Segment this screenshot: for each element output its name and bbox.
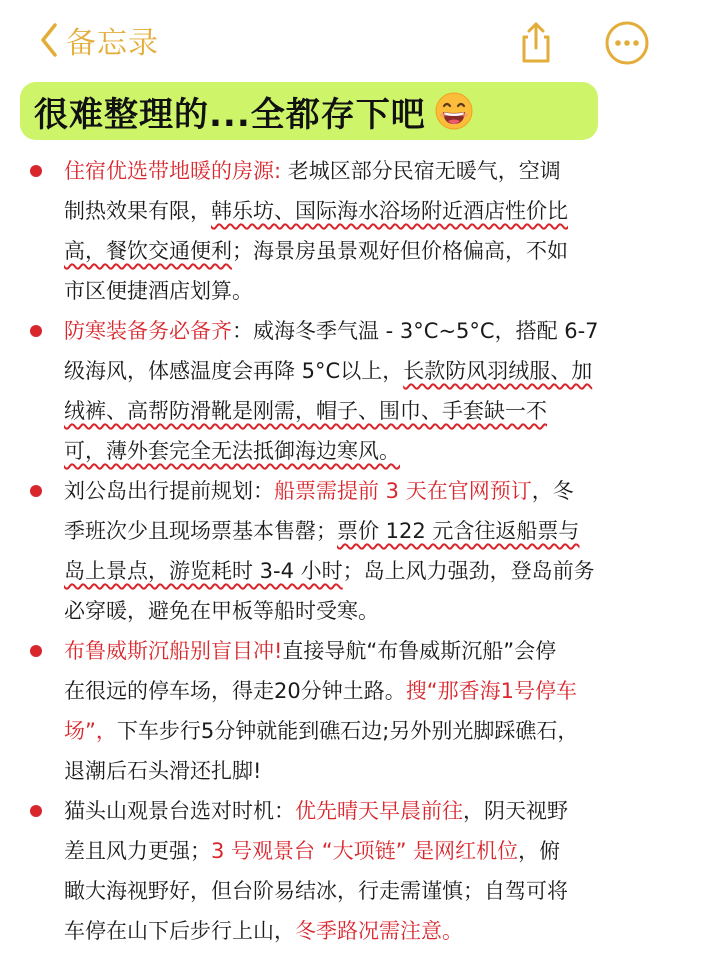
bullet-dot-icon [30, 805, 42, 817]
list-item-line [64, 430, 704, 472]
body-text: ，俯 [518, 839, 561, 863]
body-text: 必穿暖，避免在甲板等船时受寒。 [64, 599, 379, 623]
body-text: 车停在山下后步行上山， [64, 919, 295, 943]
highlighted-text: 冬季路况需注意。 [295, 919, 463, 943]
list-item-line [64, 470, 704, 512]
highlighted-text: 船票需提前 3 天在官网预订 [274, 479, 532, 503]
back-button-label: 备忘录 [66, 26, 159, 61]
list-item-line [64, 190, 704, 232]
list-item-line [64, 790, 704, 832]
underlined-text: 绒裤、高帮防滑靴是刚需，帽子、围巾、手套缺一不 [64, 399, 547, 423]
note-title-text: 很难整理的...全都存下吧 [34, 94, 426, 135]
more-icon [604, 20, 650, 66]
underlined-text: 高，餐饮交通便利 [64, 239, 232, 263]
underlined-text: 可，薄外套完全无法抵御海边寒风。 [64, 439, 400, 463]
body-text: ；岛上风力强劲，登岛前务 [342, 559, 595, 583]
chevron-left-icon [40, 23, 58, 57]
list-item-line [64, 510, 704, 552]
list-item-line [64, 390, 704, 432]
body-text: 下车步行5分钟就能到礁石边;另外别光脚踩礁石， [116, 719, 579, 743]
highlighted-text: 搜“那香海1号停车 [405, 679, 577, 703]
body-text: 瞰大海视野好，但台阶易结冰，行走需谨慎；自驾可将 [64, 879, 568, 903]
body-text: 级海风，体感温度会再降 5°C以上， [64, 359, 404, 383]
body-text: 退潮后石头滑还扎脚! [64, 759, 262, 783]
bullet-dot-icon [30, 645, 42, 657]
underlined-text: 长款防风羽绒服、加 [403, 359, 593, 383]
list-item-line [64, 630, 704, 672]
body-text: ：威海冬季气温 - 3°C~5°C，搭配 6-7 [232, 319, 599, 343]
underlined-text: 岛上景点，游览耗时 3-4 小时 [64, 559, 343, 583]
list-item-line [64, 350, 704, 392]
list-item-line [64, 710, 704, 752]
highlighted-text: 优先晴天早晨前往 [295, 799, 463, 823]
body-text: 猫头山观景台选对时机： [64, 799, 295, 823]
list-item-line [64, 590, 704, 632]
body-text: ，冬 [531, 479, 574, 503]
list-item-line [64, 550, 704, 592]
share-button[interactable] [514, 20, 558, 64]
navigation-bar [0, 0, 720, 80]
highlighted-text: 布鲁威斯沉船别盲目冲! [64, 639, 283, 663]
list-item-line [64, 910, 704, 952]
body-text: ；海景房虽景观好但价格偏高，不如 [232, 239, 568, 263]
highlighted-text: 住宿优选带地暖的房源: [64, 159, 282, 183]
body-text: 在很远的停车场，得走20分钟土路。 [64, 679, 406, 703]
more-button[interactable] [604, 20, 650, 66]
body-text: 市区便捷酒店划算。 [64, 279, 253, 303]
list-item-line [64, 310, 704, 352]
grinning-face-emoji-icon [434, 91, 474, 131]
highlighted-text: 防寒装备务必备齐 [64, 319, 232, 343]
body-text: 季班次少且现场票基本售罄； [64, 519, 337, 543]
underlined-text: 票价 122 元含往返船票与 [337, 519, 580, 543]
list-item-line [64, 670, 704, 712]
bullet-dot-icon [30, 485, 42, 497]
highlighted-text: 场”， [64, 719, 117, 743]
body-text: ，阴天视野 [463, 799, 568, 823]
body-text: 刘公岛出行提前规划： [64, 479, 274, 503]
body-text: 制热效果有限， [64, 199, 211, 223]
underlined-text: 韩乐坊、国际海水浴场附近酒店性价比 [211, 199, 568, 223]
list-item-line [64, 830, 704, 872]
share-icon [514, 20, 558, 64]
body-text: 老城区部分民宿无暖气，空调 [281, 159, 561, 183]
list-item-line [64, 870, 704, 912]
bullet-dot-icon [30, 165, 42, 177]
list-item-line [64, 230, 704, 272]
back-button[interactable] [40, 18, 159, 62]
body-text: 直接导航“布鲁威斯沉船”会停 [282, 639, 557, 663]
note-title [20, 82, 598, 140]
list-item-line [64, 750, 704, 792]
highlighted-text: 3 号观景台 “大项链” 是网红机位 [211, 839, 519, 863]
body-text: 差且风力更强； [64, 839, 211, 863]
bullet-dot-icon [30, 325, 42, 337]
list-item-line [64, 150, 704, 192]
list-item-line [64, 270, 704, 312]
